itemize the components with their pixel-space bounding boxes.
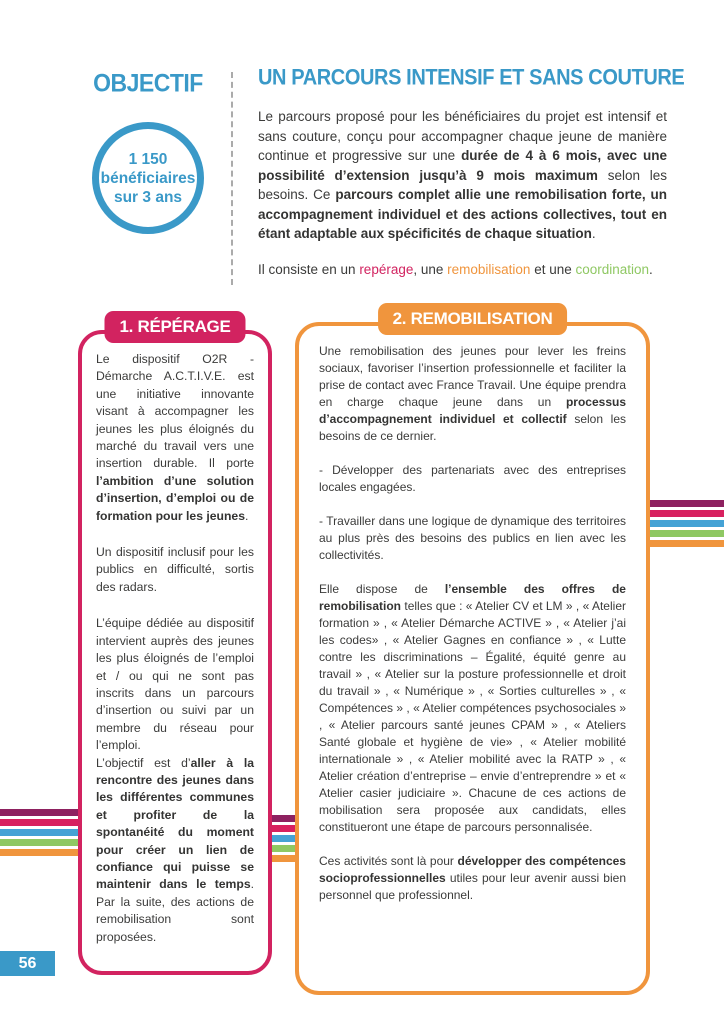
beneficiaries-circle — [92, 122, 204, 234]
reperage-header: 1. RÉPÉRAGE — [104, 311, 245, 343]
beneficiaries-duration: sur 3 ans — [113, 188, 183, 206]
stripe-green — [650, 530, 724, 537]
paragraph: Le dispositif O2R - Démarche A.C.T.I.V.E. est une initiative innovante visant à accompagner les jeunes les plus éloignés du marché du travail vers une insertion durable. Il porte l’ambition d’une solution d’insertion, d’emploi ou de formation pour les jeunes. — [96, 352, 254, 523]
paragraph: Une remobilisation des jeunes pour lever les freins sociaux, favoriser l’insertion professionnelle et faciliter la prise de contact avec France Travail. Une équipe prendra en charge chaque jeune dans un processus d’accompagnement individuel et collectif selon les besoins de ce dernier. — [319, 344, 626, 443]
intro-section — [258, 66, 685, 279]
paragraph: L’équipe dédiée au dispositif intervient auprès des jeunes les plus éloignés de l’emploi et / ou qui ne sont pas inscrits dans un parcours d’insertion ou suivi par un membre du réseau pour l’emploi. — [96, 616, 254, 753]
stripe-plum — [650, 500, 724, 507]
paragraph: - Travailler dans une logique de dynamique des territoires au plus près des besoins des publics en lien avec les collectivités. — [319, 514, 626, 562]
beneficiaries-count: 1 150 — [128, 150, 168, 168]
paragraph: Un dispositif inclusif pour les publics en difficulté, sortis des radars. — [96, 545, 254, 594]
stripe-pink — [650, 510, 724, 517]
stripe-band-right — [650, 500, 724, 547]
page-number-badge: 56 — [0, 951, 55, 976]
remobilisation-box — [295, 309, 650, 995]
stripe-blue — [650, 520, 724, 527]
stripe-pink — [0, 819, 78, 826]
remobilisation-header: 2. REMOBILISATION — [378, 303, 568, 335]
beneficiaries-label: bénéficiaires — [100, 169, 196, 187]
reperage-box — [78, 317, 272, 975]
stripe-band-middle — [272, 815, 295, 862]
stripe-pink — [272, 825, 295, 832]
stripe-green — [272, 845, 295, 852]
stripe-blue — [272, 835, 295, 842]
stripe-orange — [272, 855, 295, 862]
intro-paragraph: Le parcours proposé pour les bénéficiaires du projet est intensif et sans couture, conçu pour accompagner chaque jeune de manière continue et progressive sur une durée de 4 à 6 mois, avec une possibilité d’extension jusqu’à 9 mois maximum selon les besoins. Ce parcours complet allie une remobilisation forte, un accompagnement individuel et des actions collectives, tout en étant adaptable aux spécificités de chaque situation. — [258, 109, 667, 241]
stripe-orange — [0, 849, 78, 856]
paragraph: Elle dispose de l’ensemble des offres de remobilisation telles que : « Atelier CV et LM » , « Atelier formation » , « Atelier Démarche ACTIVE » , « Atelier j’ai les codes» , « Atelier Gagnes en confiance » , « Lutte contre les discriminations – Égalité, équité genre au travail » , « Atelier sur la posture professionnelle et droit du travail » , « Numérique » , « Sorties culturelles » , « Compétences » , « Atelier compétences psychosociales » , « Atelier parcours santé jeunes CPAM » , « Ateliers Santé globale et hygiène de vie» , « Atelier mobilité internationale » , « Atelier mobilité avec la RATP » , « Atelier création d’entreprise – envie d’entreprendre » et « Atelier casier judiciaire ». Chacune de ces actions de mobilisation sera proposée aux candidats, elles constitueront une étape de parcours personnalisée. — [319, 582, 626, 834]
paragraph: - Développer des partenariats avec des entreprises locales engagées. — [319, 463, 626, 494]
objectif-heading: OBJECTIF — [93, 68, 203, 97]
intro-summary-paragraph: Il consiste en un repérage, une remobilisation et une coordination. — [258, 261, 653, 277]
remobilisation-content — [299, 326, 646, 991]
stripe-orange — [650, 540, 724, 547]
dashed-column-divider — [231, 72, 233, 285]
stripe-plum — [272, 815, 295, 822]
paragraph: L’objectif est d’aller à la rencontre des jeunes dans les différentes communes et profiter de la spontanéité du moment pour créer un lien de confiance qui puisse se maintenir dans le temps. Par la suite, des actions de remobilisation sont proposées. — [96, 755, 254, 944]
stripe-plum — [0, 809, 78, 816]
reperage-content — [82, 334, 268, 971]
stripe-band-left — [0, 809, 78, 856]
page-title: UN PARCOURS INTENSIF ET SANS COUTURE — [258, 66, 685, 91]
stripe-green — [0, 839, 78, 846]
stripe-blue — [0, 829, 78, 836]
paragraph: Ces activités sont là pour développer des compétences socioprofessionnelles utiles pour leur avenir aussi bien personnel que professionnel. — [319, 854, 626, 902]
